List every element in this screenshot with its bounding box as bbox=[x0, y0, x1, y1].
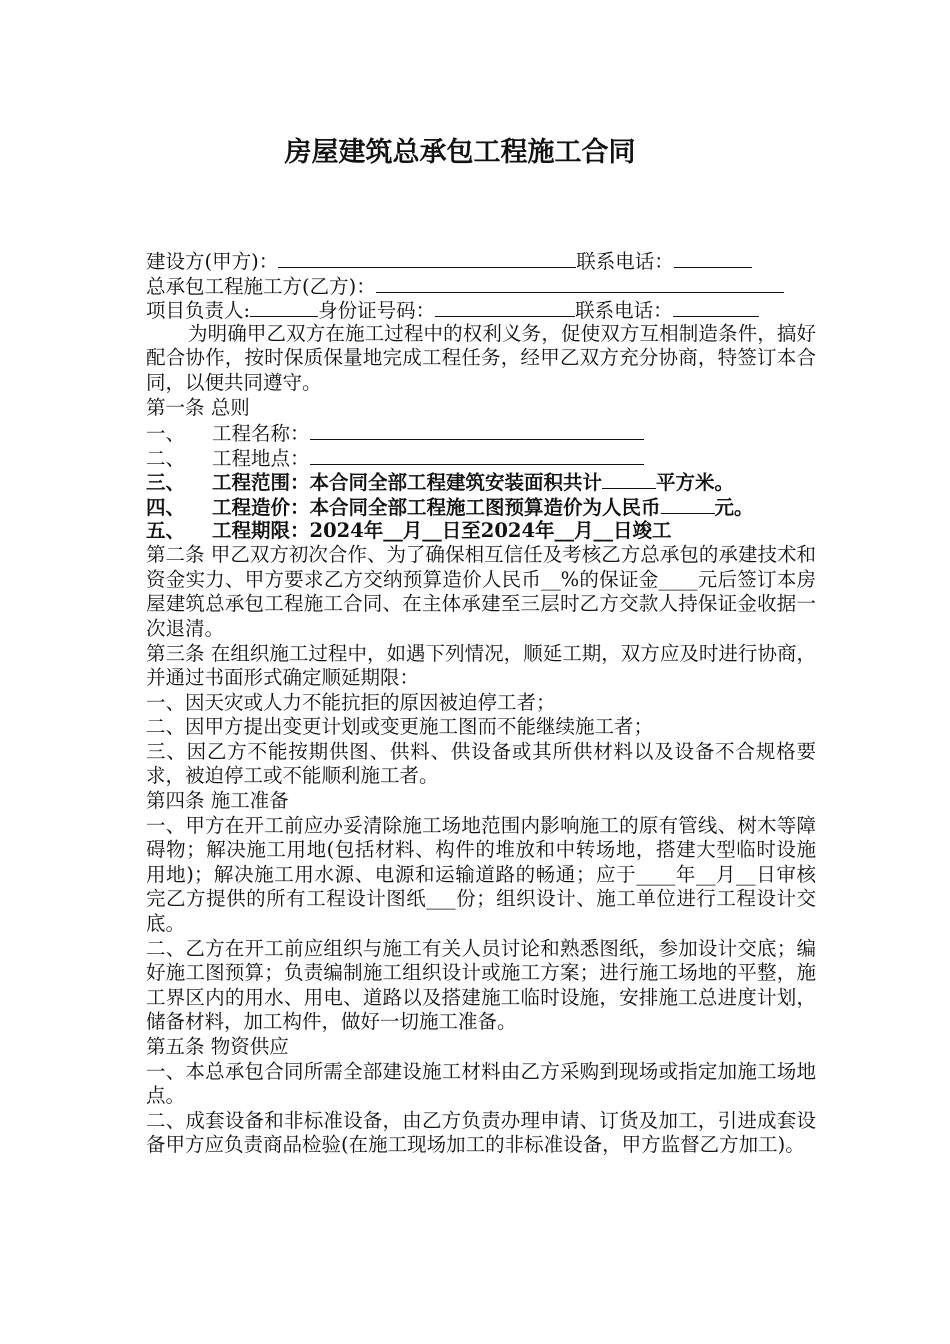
article-5-item-1: 一、本总承包合同所需全部建设施工材料由乙方采购到现场或指定加施工场地点。 bbox=[146, 1059, 816, 1108]
article-1-item-5 bbox=[146, 519, 816, 544]
project-name-blank[interactable] bbox=[310, 420, 644, 440]
article-1-heading: 第一条 总则 bbox=[146, 395, 250, 419]
article-3-item-2: 二、因甲方提出变更计划或变更施工图而不能继续施工者； bbox=[146, 715, 654, 739]
article-4-item-2: 二、乙方在开工前应组织与施工有关人员讨论和熟悉图纸，参加设计交底；编好施工图预算；负责编制施工组织设计或施工方案；进行施工场地的平整，施工界区内的用水、用电、道路以及搭建施工临时设施，安排施工总进度计划，储备材料，加工构件，做好一切施工准备。 bbox=[146, 936, 816, 1034]
item-text: 工程造价：本合同全部工程施工图预算造价为人民币 bbox=[212, 495, 661, 519]
party-b-blank[interactable] bbox=[376, 273, 784, 293]
manager-blank[interactable] bbox=[250, 297, 318, 317]
item-number: 三、 bbox=[146, 471, 186, 495]
article-1-item-3 bbox=[146, 469, 816, 494]
item-text-suffix: 元。 bbox=[714, 495, 754, 519]
item-number: 二、 bbox=[146, 446, 186, 470]
item-text: 工程期限：2024年__月__日至2024年__月__日竣工 bbox=[212, 518, 672, 542]
item-text: 工程地点： bbox=[212, 446, 310, 470]
item-text: 工程范围：本合同全部工程建筑安装面积共计 bbox=[212, 471, 603, 495]
item-text: 工程名称： bbox=[212, 422, 310, 446]
item-number: 一、 bbox=[146, 422, 186, 446]
document-title: 房屋建筑总承包工程施工合同 bbox=[284, 137, 636, 168]
id-label: 身份证号码： bbox=[318, 299, 436, 323]
project-location-blank[interactable] bbox=[310, 445, 644, 465]
article-3-item-1: 一、因天灾或人力不能抗拒的原因被迫停工者； bbox=[146, 690, 556, 714]
id-blank[interactable] bbox=[435, 297, 575, 317]
article-3-item-3: 三、因乙方不能按期供图、供料、供设备或其所供材料以及设备不合规格要求，被迫停工或不能顺利施工者。 bbox=[146, 739, 816, 788]
article-5-heading: 第五条 物资供应 bbox=[146, 1035, 289, 1058]
manager-phone-blank[interactable] bbox=[673, 297, 759, 317]
manager-phone-label: 联系电话： bbox=[575, 299, 673, 323]
manager-label: 项目负责人: bbox=[146, 299, 251, 323]
item-text-suffix: 平方米。 bbox=[656, 471, 735, 495]
item-number: 五、 bbox=[146, 518, 186, 542]
party-b-line bbox=[146, 273, 816, 298]
article-1-item-1 bbox=[146, 420, 816, 445]
party-a-label: 建设方(甲方)： bbox=[146, 250, 279, 273]
article-1-item-2 bbox=[146, 445, 816, 470]
article-4-item-1: 一、甲方在开工前应办妥清除施工场地范围内影响施工的原有管线、树木等障碍物；解决施工用地(包括材料、构件的堆放和中转场地，搭建大型临时设施用地)；解决施工用水源、电源和运输道路的畅通；应于____年__月__日审核完乙方提供的所有工程设计图纸___份；组织设计、施工单位进行工程设计交底。 bbox=[146, 813, 816, 936]
cost-blank[interactable] bbox=[661, 494, 715, 514]
article-1-item-4 bbox=[146, 494, 816, 519]
party-a-phone-blank[interactable] bbox=[674, 248, 752, 268]
party-a-line bbox=[146, 248, 816, 273]
party-b-label: 总承包工程施工方(乙方)： bbox=[146, 274, 376, 298]
item-number: 四、 bbox=[146, 495, 186, 519]
party-a-blank[interactable] bbox=[278, 248, 576, 268]
manager-line bbox=[146, 297, 816, 322]
party-a-phone-label: 联系电话： bbox=[576, 250, 674, 273]
article-5-item-2: 二、成套设备和非标准设备，由乙方负责办理申请、订货及加工，引进成套设备甲方应负责商品检验(在施工现场加工的非标准设备，甲方监督乙方加工)。 bbox=[146, 1108, 816, 1157]
article-4-heading: 第四条 施工准备 bbox=[146, 789, 289, 813]
contract-body bbox=[146, 248, 816, 1158]
area-blank[interactable] bbox=[602, 469, 656, 489]
intro-paragraph: 为明确甲乙双方在施工过程中的权利义务，促使双方互相制造条件，搞好配合协作，按时保质保量地完成工程任务，经甲乙双方充分协商，特签订本合同，以便共同遵守。 bbox=[146, 321, 816, 394]
article-2-paragraph: 第二条 甲乙双方初次合作、为了确保相互信任及考核乙方总承包的承建技术和资金实力、甲方要求乙方交纳预算造价人民币__%的保证金____元后签订本房屋建筑总承包工程施工合同、在主体承建至三层时乙方交款人持保证金收据一次退清。 bbox=[146, 543, 816, 640]
article-3-intro: 第三条 在组织施工过程中，如遇下列情况，顺延工期，双方应及时进行协商，并通过书面形式确定顺延期限： bbox=[146, 641, 816, 690]
